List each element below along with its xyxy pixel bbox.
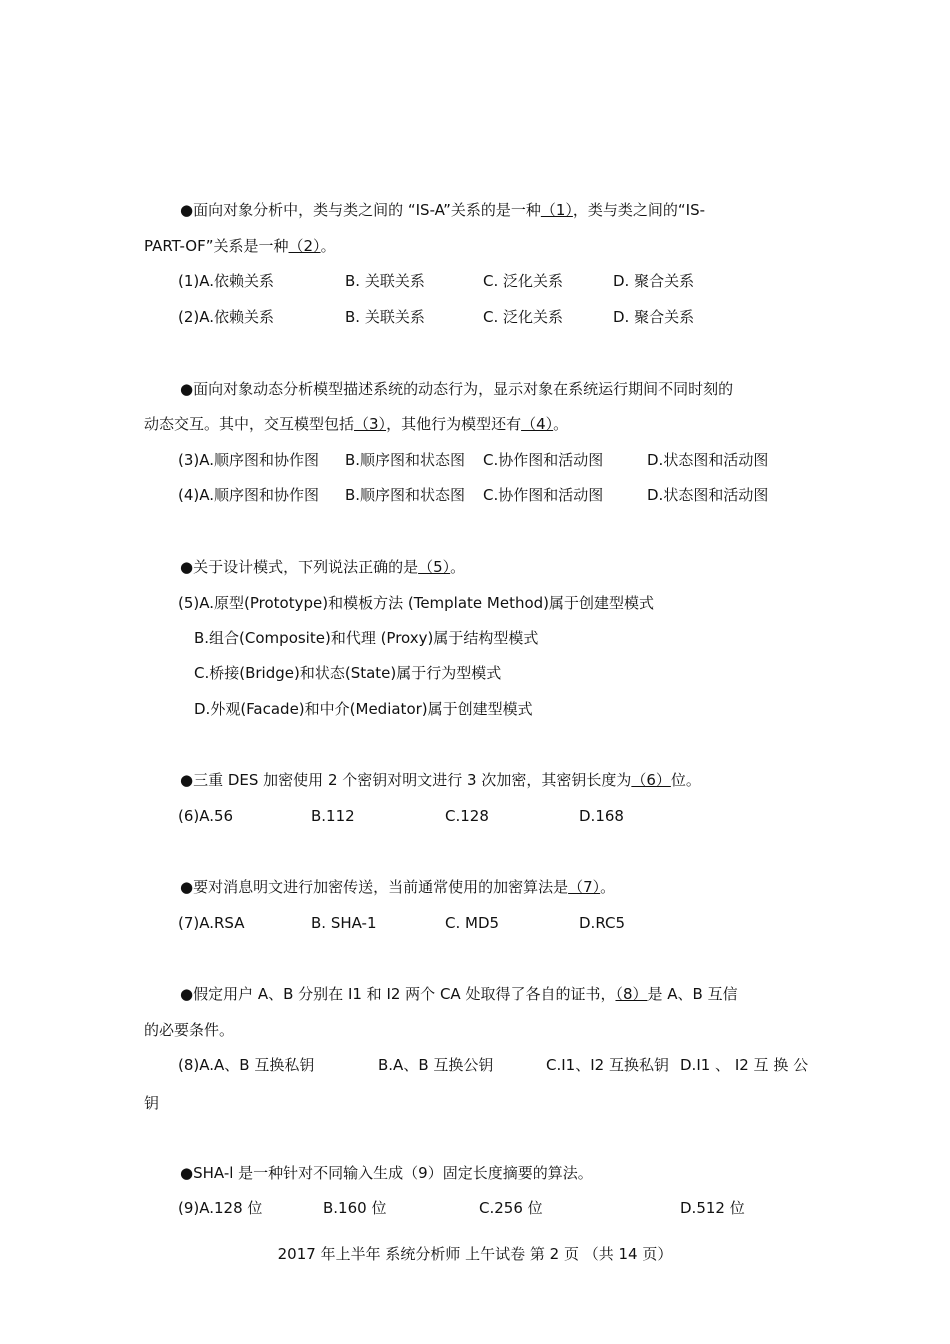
- option-2b: B. 关联关系: [345, 308, 425, 326]
- option-1a: (1)A.依赖关系: [178, 272, 275, 290]
- option-9a: (9)A.128 位: [178, 1199, 263, 1217]
- option-3b: B.顺序图和状态图: [345, 451, 466, 469]
- blank-3: （3）: [354, 415, 387, 433]
- option-8a: (8)A.A、B 互换私钥: [178, 1056, 315, 1074]
- blank-8: （8）: [615, 985, 648, 1003]
- option-7d: D.RC5: [579, 914, 626, 932]
- option-6b: B.112: [311, 807, 355, 825]
- option-1b: B. 关联关系: [345, 272, 425, 290]
- option-4c: C.协作图和活动图: [483, 486, 604, 504]
- blank-6: （6）: [631, 771, 671, 789]
- option-9c: C.256 位: [479, 1199, 543, 1217]
- q6-stem: ●三重 DES 加密使用 2 个密钥对明文进行 3 次加密，其密钥长度为（6）位。: [180, 771, 701, 789]
- option-3d: D.状态图和活动图: [647, 451, 769, 469]
- option-8c: C.I1、I2 互换私钥: [546, 1056, 669, 1074]
- option-5c: C.桥接(Bridge)和状态(State)属于行为型模式: [194, 664, 502, 682]
- option-7c: C. MD5: [445, 914, 500, 932]
- option-7a: (7)A.RSA: [178, 914, 245, 932]
- option-8d: D.I1 、 I2 互 换 公: [680, 1056, 809, 1074]
- option-4d: D.状态图和活动图: [647, 486, 769, 504]
- option-9b: B.160 位: [323, 1199, 387, 1217]
- option-8d-wrap: 钥: [144, 1094, 160, 1112]
- q8-stem-line1: ●假定用户 A、B 分别在 I1 和 I2 两个 CA 处取得了各自的证书，（8）是 A、B 互信: [180, 985, 738, 1003]
- q1-stem-line2: PART-OF”关系是一种（2）。: [144, 237, 336, 255]
- q3-stem-line1: ●面向对象动态分析模型描述系统的动态行为，显示对象在系统运行期间不同时刻的: [180, 380, 734, 398]
- blank-1: （1）: [540, 201, 573, 219]
- option-5b: B.组合(Composite)和代理 (Proxy)属于结构型模式: [194, 629, 539, 647]
- option-1c: C. 泛化关系: [483, 272, 564, 290]
- option-2d: D. 聚合关系: [613, 308, 695, 326]
- option-2c: C. 泛化关系: [483, 308, 564, 326]
- option-6d: D.168: [579, 807, 624, 825]
- option-9d: D.512 位: [680, 1199, 745, 1217]
- option-6a: (6)A.56: [178, 807, 234, 825]
- q8-stem-line2: 的必要条件。: [144, 1021, 235, 1039]
- blank-4: （4）: [521, 415, 554, 433]
- option-5a: (5)A.原型(Prototype)和模板方法 (Template Method)属于创建型模式: [178, 594, 655, 612]
- q5-stem: ●关于设计模式，下列说法正确的是（5）。: [180, 558, 466, 576]
- option-3c: C.协作图和活动图: [483, 451, 604, 469]
- page-footer: 2017 年上半年 系统分析师 上午试卷 第 2 页 （共 14 页）: [277, 1245, 673, 1263]
- q7-stem: ●要对消息明文进行加密传送，当前通常使用的加密算法是（7）。: [180, 878, 616, 896]
- option-5d: D.外观(Facade)和中介(Mediator)属于创建型模式: [194, 700, 533, 718]
- option-2a: (2)A.依赖关系: [178, 308, 275, 326]
- blank-2: （2）: [288, 237, 321, 255]
- option-4b: B.顺序图和状态图: [345, 486, 466, 504]
- q3-stem-line2: 动态交互。其中，交互模型包括（3），其他行为模型还有（4）。: [144, 415, 569, 433]
- option-7b: B. SHA-1: [311, 914, 377, 932]
- option-8b: B.A、B 互换公钥: [378, 1056, 494, 1074]
- q1-stem-line1: ●面向对象分析中，类与类之间的 “IS-A”关系的是一种（1），类与类之间的“IS-: [180, 201, 706, 219]
- option-6c: C.128: [445, 807, 489, 825]
- blank-5: （5）: [418, 558, 451, 576]
- q9-stem: ●SHA-l 是一种针对不同输入生成（9）固定长度摘要的算法。: [180, 1164, 593, 1182]
- option-1d: D. 聚合关系: [613, 272, 695, 290]
- option-3a: (3)A.顺序图和协作图: [178, 451, 320, 469]
- blank-7: （7）: [568, 878, 601, 896]
- option-4a: (4)A.顺序图和协作图: [178, 486, 320, 504]
